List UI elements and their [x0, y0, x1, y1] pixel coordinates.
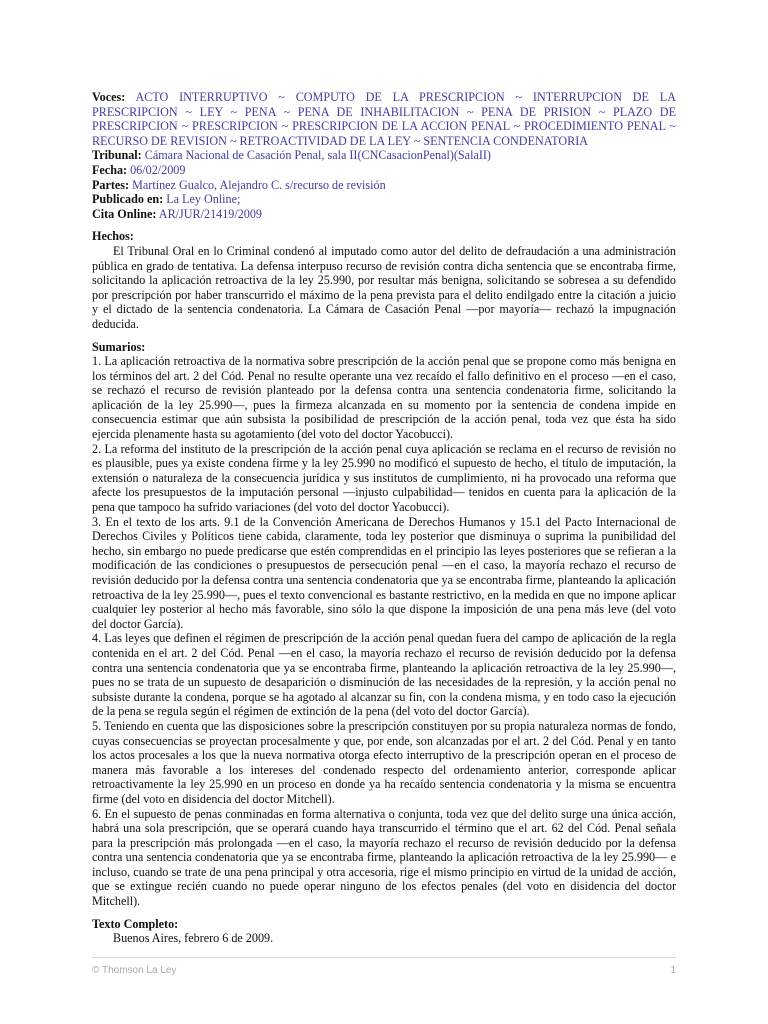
- sumario-item-5: 5. Teniendo en cuenta que las disposiciones sobre la prescripción constituyen por su propia naturaleza normas de fondo, cuyas consecuencias se proyectan procesalmente y que, por ende, son alcanzadas por el art. 2 del Cód. Penal y en tanto los actos procesales a los que la nueva normativa otorga efecto interruptivo de la prescripción operan en el proceso de manera más favorable a los intereses del condenado respecto del ordenamiento anterior, corresponde aplicar retroactivamente la ley 25.990 en un proceso en donde ya ha recaído sentencia condenatoria y la misma se encuentra firme (del voto en disidencia del doctor Mitchell).: [92, 718, 676, 806]
- voces-line: [92, 90, 676, 148]
- cita-value[interactable]: AR/JUR/21419/2009: [158, 206, 263, 221]
- publicado-line: [92, 192, 676, 207]
- tribunal-label: Tribunal:: [92, 148, 142, 163]
- fecha-label: Fecha:: [92, 162, 128, 177]
- fecha-line: [92, 163, 676, 178]
- sumario-item-6: 6. En el supuesto de penas conminadas en forma alternativa o conjunta, toda vez que del delito surge una única acción, habrá una sola prescripción, que se operará cuando haya transcurrido el término que el art. 62 del Cód. Penal señala para la prescripción más prolongada —en el caso, la mayoría rechazo el recurso de revisión deducido por la defensa contra una sentencia condenatoria que ya se encontraba firme, planteando la aplicación retroactiva de la ley 25.990— e incluso, cuando se trate de una pena principal y otra accesoria, rige el mismo principio en virtud de la unidad de acción, que se extingue recién cuando no puede operar ninguno de los efectos penales (del voto en disidencia del doctor Mitchell).: [92, 806, 676, 909]
- sumario-item-2: 2. La reforma del instituto de la prescripción de la acción penal cuya aplicación se reclama en el recurso de revisión no es plausible, pues ya existe condena firme y la ley 25.990 no modificó el supuesto de hecho, el título de imputación, la extensión o naturaleza de la consecuencia jurídica y sus institutos de cumplimiento, ni ha provocado una reforma que afecte los presupuestos de la imputación personal —injusto culpabilidad— tenidos en cuenta para la aplicación de la pena que tampoco ha sufrido variaciones (del voto del doctor Yacobucci).: [92, 441, 676, 515]
- partes-line: [92, 178, 676, 193]
- tribunal-value[interactable]: Cámara Nacional de Casación Penal, sala II(CNCasacionPenal)(SalaII): [144, 148, 491, 163]
- publicado-value[interactable]: La Ley Online;: [166, 192, 241, 207]
- publicado-label: Publicado en:: [92, 192, 164, 207]
- cita-line: [92, 207, 676, 222]
- fecha-value[interactable]: 06/02/2009: [130, 162, 186, 177]
- document-content: [92, 90, 676, 946]
- voces-value[interactable]: ACTO INTERRUPTIVO ~ COMPUTO DE LA PRESCRIPCION ~ INTERRUPCION DE LA PRESCRIPCION ~ LEY ~ PENA ~ PENA DE INHABILITACION ~ PENA DE PRISION ~ PLAZO DE PRESCRIPCION ~ PRESCRIPCION ~ PRESCRIPCION DE LA ACCION PENAL ~ PROCEDIMIENTO PENAL ~ RECURSO DE REVISION ~ RETROACTIVIDAD DE LA LEY ~ SENTENCIA CONDENATORIA: [92, 90, 676, 148]
- sumario-item-1: 1. La aplicación retroactiva de la normativa sobre prescripción de la acción penal que se propone como más benigna en los términos del art. 2 del Cód. Penal no resulte operante una vez recaído el fallo definitivo en el proceso —en el caso, se rechazó el recurso de revisión planteado por la defensa contra una sentencia condenatoria firme, solicitando la aplicación de la ley 25.990—, pues la firmeza alcanzada en su momento por la sentencia de condena impide en consecuencia estimar que aún subsista la posibilidad de prescripción de la acción penal, toda vez que ésta ha sido ejercida plenamente hasta su agotamiento (del voto del doctor Yacobucci).: [92, 354, 676, 442]
- tribunal-line: [92, 148, 676, 163]
- sumarios-heading: Sumarios:: [92, 339, 146, 354]
- hechos-text: El Tribunal Oral en lo Criminal condenó al imputado como autor del delito de defraudación a una administración pública en grado de tentativa. La defensa interpuso recurso de revisión contra dicha sentencia que se encontraba firme, solicitando la aplicación retroactiva de la ley 25.990, por resultar más benigna, solicitando se sobresea a su defendido por prescripción por haber transcurrido el máximo de la pena prevista para el delito endilgado entre la citación a juicio y el dictado de la sentencia condenatoria. La Cámara de Casación Penal —por mayoría— rechazó la impugnación deducida.: [92, 243, 676, 331]
- cita-label: Cita Online:: [92, 206, 157, 221]
- city-date: Buenos Aires, febrero 6 de 2009.: [113, 931, 274, 946]
- partes-value[interactable]: Martínez Gualco, Alejandro C. s/recurso de revisión: [132, 177, 386, 192]
- footer-divider: [92, 957, 676, 958]
- partes-label: Partes:: [92, 177, 130, 192]
- sumario-item-3: 3. En el texto de los arts. 9.1 de la Convención Americana de Derechos Humanos y 15.1 del Pacto Internacional de Derechos Civiles y Políticos tiene cabida, claramente, toda ley posterior que disminuya o suprima la punibilidad del hecho, sin embargo no puede predicarse que estén comprendidas en el principio las leyes posteriores que se refieran a la modificación de las condiciones o presupuestos de persecución penal —en el caso, la mayoría rechazo el recurso de revisión deducido por la defensa contra una sentencia condenatoria que ya se encontraba firme, planteando la aplicación retroactiva de la ley 25.990—, pues el texto convencional es bastante restrictivo, en la medida en que no impone aplicar cualquier ley posterior al hecho más favorable, sino sólo la que dispone la imposición de una pena más leve (del voto del doctor García).: [92, 514, 676, 631]
- footer-copyright: © Thomson La Ley: [92, 965, 177, 976]
- footer-page-number: 1: [670, 965, 676, 976]
- sumario-item-4: 4. Las leyes que definen el régimen de prescripción de la acción penal quedan fuera del campo de aplicación de la regla contenida en el art. 2 del Cód. Penal —en el caso, la mayoría rechazo el recurso de revisión deducido por la defensa contra una sentencia condenatoria que ya se encontraba firme, planteando la aplicación retroactiva de la ley 25.990—, pues no se trata de un supuesto de desaparición o disminución de las necesidades de la represión, y la acción penal no subsiste durante la condena, porque se ha agotado al alcanzar su fin, con la condena misma, y en todo caso la ejecución de la pena se regula según el régimen de extinción de la pena (del voto del doctor García).: [92, 631, 676, 719]
- hechos-heading: Hechos:: [92, 229, 134, 244]
- texto-completo-heading: Texto Completo:: [92, 916, 179, 931]
- voces-label: Voces:: [92, 90, 126, 104]
